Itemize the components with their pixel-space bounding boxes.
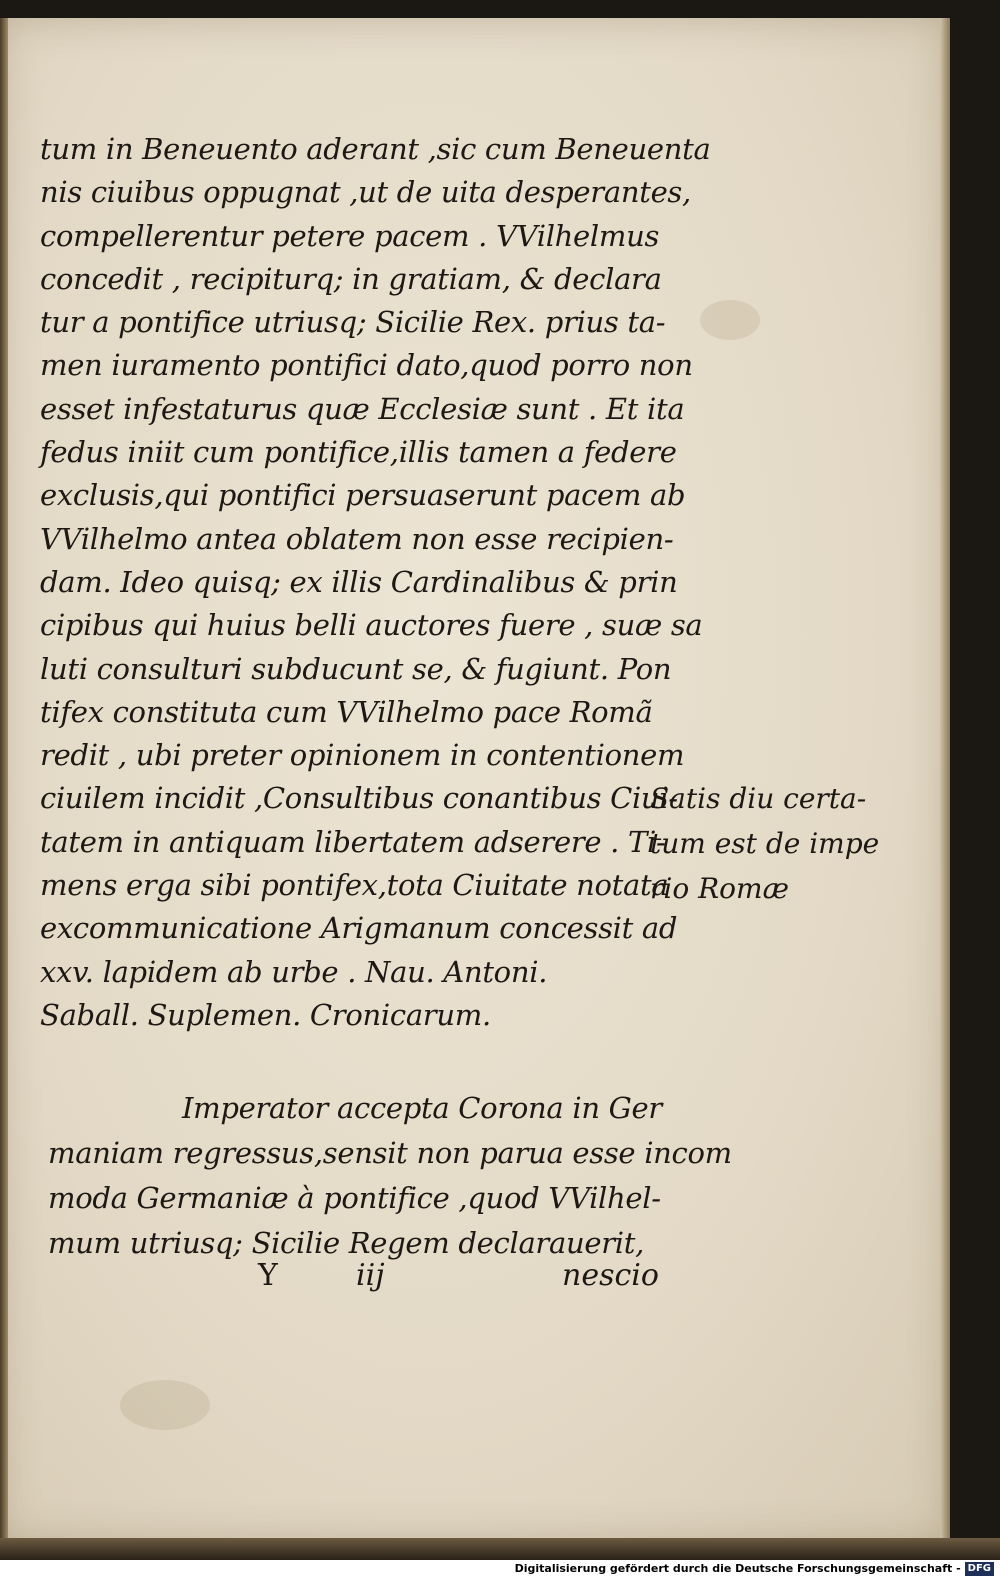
text-line: Saball. Suplemen. Cronicarum. bbox=[40, 997, 491, 1032]
text-line: ciuilem incidit ,Consultibus conantibus Ciui- bbox=[40, 781, 678, 816]
text-line: fedus iniit cum pontifice,illis tamen a federe bbox=[40, 435, 677, 470]
dfg-logo: DFG bbox=[965, 1562, 994, 1576]
marginal-note bbox=[650, 776, 890, 911]
text-line: mens erga sibi pontifex,tota Ciuitate notata bbox=[40, 868, 669, 903]
signature-mark: Y bbox=[258, 1258, 278, 1293]
page-gutter-shadow bbox=[0, 18, 8, 1542]
text-line: excommunicatione Arigmanum concessit ad bbox=[40, 911, 678, 946]
text-line: VVilhelmo antea oblatem non esse recipien- bbox=[40, 521, 674, 556]
footer-text: Digitalisierung gefördert durch die Deutsche Forschungsgemeinschaft - bbox=[514, 1562, 961, 1575]
text-line: tifex constituta cum VVilhelmo pace Romã bbox=[40, 694, 653, 729]
text-line: tur a pontifice utriusq; Sicilie Rex. prius ta- bbox=[40, 305, 666, 340]
text-line: tum in Beneuento aderant ,sic cum Beneuenta bbox=[40, 132, 711, 166]
text-line: nis ciuibus oppugnat ,ut de uita desperantes, bbox=[40, 175, 691, 210]
text-line: xxv. lapidem ab urbe . Nau. Antoni. bbox=[40, 954, 548, 989]
page-fore-edge bbox=[940, 18, 950, 1542]
text-line: Imperator accepta Corona in Ger bbox=[182, 1091, 662, 1125]
text-line: maniam regressus,sensit non parua esse incom bbox=[48, 1136, 732, 1170]
main-text-block bbox=[40, 128, 711, 1037]
text-line: tatem in antiquam libertatem adserere . Ti- bbox=[40, 824, 666, 859]
text-line: moda Germaniæ à pontifice ,quod VVilhel- bbox=[48, 1181, 661, 1215]
text-line: luti consulturi subducunt se, & fugiunt. Pon bbox=[40, 651, 672, 686]
digitization-footer bbox=[0, 1560, 1000, 1578]
second-paragraph bbox=[48, 1086, 732, 1266]
text-line: compellerentur petere pacem . VVilhelmus bbox=[40, 218, 660, 253]
catchword: nescio bbox=[562, 1258, 659, 1293]
margin-note-line: Satis diu certa- bbox=[650, 782, 867, 815]
text-line: esset infestaturus quæ Ecclesiæ sunt . Et ita bbox=[40, 391, 685, 426]
text-line: cipibus qui huius belli auctores fuere , suæ sa bbox=[40, 608, 703, 643]
paper-stain bbox=[120, 1380, 210, 1430]
paper-stain bbox=[700, 300, 760, 340]
text-line: men iuramento pontifici dato,quod porro non bbox=[40, 348, 693, 383]
text-line: mum utriusq; Sicilie Regem declarauerit, bbox=[48, 1226, 645, 1260]
text-line: redit , ubi preter opinionem in contentionem bbox=[40, 738, 685, 773]
margin-note-line: rio Romæ bbox=[650, 872, 789, 905]
margin-note-line: tum est de impe bbox=[650, 827, 880, 860]
text-line: dam. Ideo quisq; ex illis Cardinalibus & prin bbox=[40, 564, 678, 599]
signature-line bbox=[0, 1258, 1000, 1308]
text-line: concedit , recipiturq; in gratiam, & declara bbox=[40, 261, 662, 296]
page-bottom-edge bbox=[0, 1538, 1000, 1560]
text-line: exclusis,qui pontifici persuaserunt pacem ab bbox=[40, 478, 686, 513]
signature-number: iij bbox=[356, 1258, 385, 1293]
